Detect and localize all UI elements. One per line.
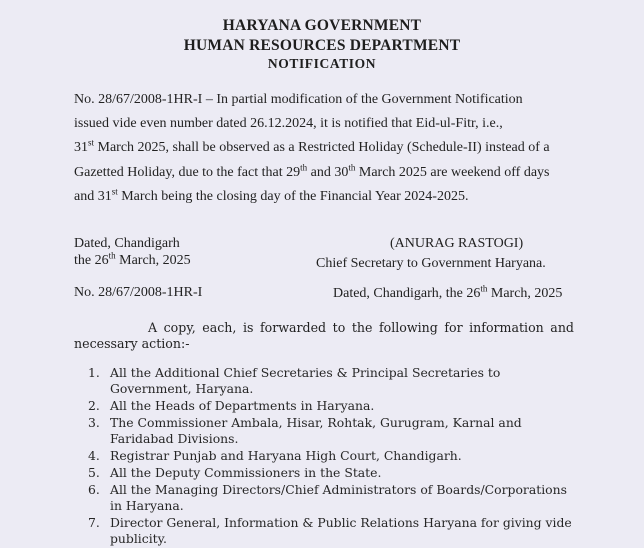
list-item: 6. All the Managing Directors/Chief Administrators of Boards/Corporations in Haryana.	[88, 482, 567, 513]
copy-forward-text: A copy, each, is forwarded to the following for information and necessary action:-	[74, 320, 574, 351]
body-line-1: No. 28/67/2008-1HR-I – In partial modification of the Government Notification	[74, 92, 523, 107]
list-item: 7. Director General, Information & Public Relations Haryana for giving vide publicity.	[88, 515, 572, 546]
list-item: 4. Registrar Punjab and Haryana High Court, Chandigarh.	[88, 448, 462, 463]
notification-body	[74, 88, 574, 209]
endorsement-number: No. 28/67/2008-1HR-I	[74, 285, 203, 300]
notification-title: NOTIFICATION	[267, 56, 377, 71]
government-heading: HARYANA GOVERNMENT	[222, 17, 422, 34]
dated-place: Dated, Chandigarh	[74, 236, 180, 251]
list-item: 3. The Commissioner Ambala, Hisar, Rohtak, Gurugram, Karnal and Faridabad Divisions.	[88, 415, 522, 446]
recipient-list	[88, 365, 574, 548]
body-line-4: Gazetted Holiday, due to the fact that 29th and 30th March 2025 are weekend off days	[74, 161, 550, 180]
signatory-designation: Chief Secretary to Government Haryana.	[316, 256, 546, 271]
list-item: 2. All the Heads of Departments in Haryana.	[88, 398, 375, 413]
list-item: 5. All the Deputy Commissioners in the State.	[88, 465, 382, 480]
body-line-5: and 31st March being the closing day of the Financial Year 2024-2025.	[74, 186, 469, 204]
dated-date: the 26th March, 2025	[74, 250, 191, 268]
body-line-2: issued vide even number dated 26.12.2024, it is notified that Eid-ul-Fitr, i.e.,	[74, 116, 503, 132]
signatory-name: (ANURAG RASTOGI)	[390, 236, 524, 251]
list-item: 1. All the Additional Chief Secretaries & Principal Secretaries to Government, Haryana.	[88, 365, 501, 396]
department-heading: HUMAN RESOURCES DEPARTMENT	[183, 37, 461, 54]
body-line-3: 31st March 2025, shall be observed as a Restricted Holiday (Schedule-II) instead of a	[74, 137, 550, 156]
endorsement-date: Dated, Chandigarh, the 26th March, 2025	[333, 283, 563, 301]
